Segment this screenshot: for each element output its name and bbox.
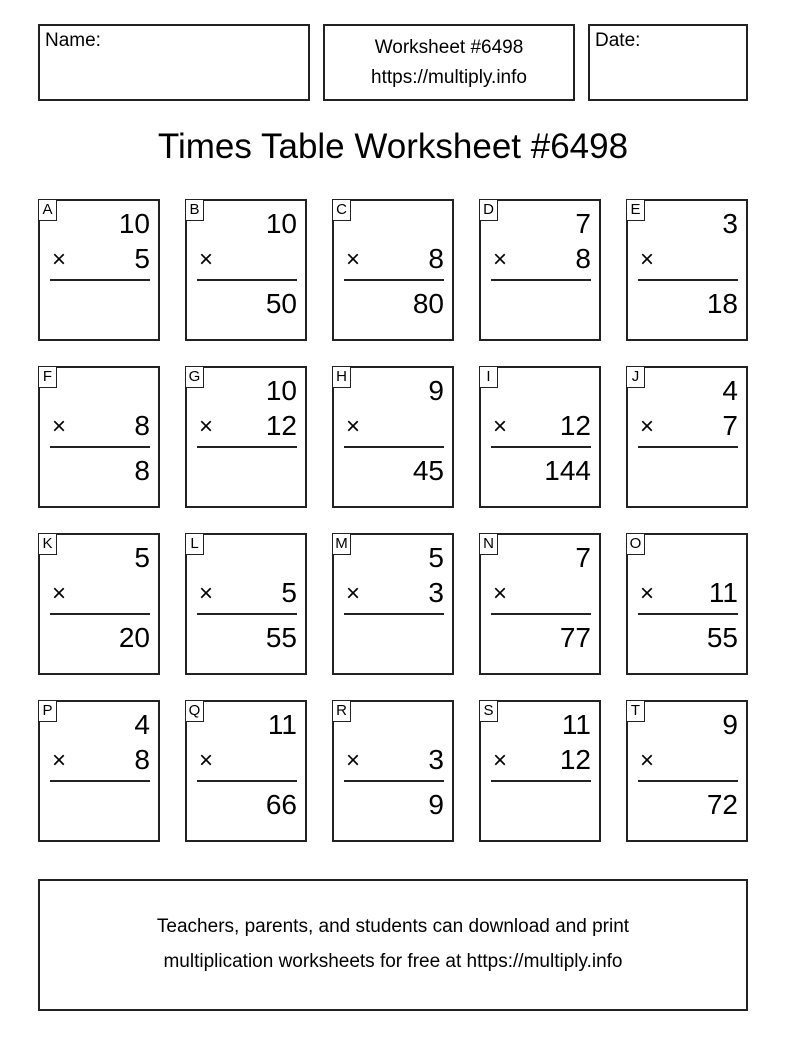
bottom-factor: 12 xyxy=(265,410,297,441)
product-answer: 18 xyxy=(706,288,738,319)
top-factor: 7 xyxy=(575,542,591,573)
problem-box xyxy=(626,366,748,508)
problem-letter: Q xyxy=(185,700,204,722)
bottom-factor: 8 xyxy=(428,243,444,274)
bottom-factor: 11 xyxy=(708,577,738,608)
answer-rule xyxy=(638,279,738,281)
top-factor: 5 xyxy=(428,542,444,573)
problem-letter: H xyxy=(332,366,351,388)
problem-box xyxy=(479,199,601,341)
problem-letter: O xyxy=(626,533,645,555)
top-factor: 9 xyxy=(722,709,738,740)
times-sign: × xyxy=(493,413,508,440)
top-factor: 11 xyxy=(561,709,591,740)
problem-box xyxy=(479,366,601,508)
times-sign: × xyxy=(346,747,361,774)
problem-letter: A xyxy=(38,199,57,221)
problem-letter: I xyxy=(479,366,498,388)
product-answer: 80 xyxy=(412,288,444,319)
answer-rule xyxy=(50,279,150,281)
footer-line-2: multiplication worksheets for free at https://multiply.info xyxy=(163,951,623,972)
problem-box xyxy=(185,366,307,508)
problem-box xyxy=(332,366,454,508)
product-answer: 144 xyxy=(544,455,591,486)
problem-box xyxy=(626,199,748,341)
answer-rule xyxy=(491,446,591,448)
date-label: Date: xyxy=(595,30,641,51)
times-sign: × xyxy=(640,580,655,607)
times-sign: × xyxy=(52,580,67,607)
name-label: Name: xyxy=(45,30,101,51)
answer-rule xyxy=(638,446,738,448)
problem-letter: E xyxy=(626,199,645,221)
problem-box xyxy=(185,700,307,842)
problem-letter: G xyxy=(185,366,204,388)
bottom-factor: 5 xyxy=(134,243,150,274)
times-sign: × xyxy=(493,246,508,273)
problem-box xyxy=(479,533,601,675)
top-factor: 4 xyxy=(722,375,738,406)
bottom-factor: 8 xyxy=(134,410,150,441)
problem-box xyxy=(185,199,307,341)
problem-box xyxy=(185,533,307,675)
times-sign: × xyxy=(640,246,655,273)
problem-letter: T xyxy=(626,700,645,722)
answer-rule xyxy=(50,613,150,615)
bottom-factor: 7 xyxy=(722,410,738,441)
page-title: Times Table Worksheet #6498 xyxy=(157,127,629,166)
times-sign: × xyxy=(346,413,361,440)
top-factor: 10 xyxy=(118,208,150,239)
bottom-factor: 3 xyxy=(428,577,444,608)
footer-line-1: Teachers, parents, and students can download and print xyxy=(156,916,630,937)
answer-rule xyxy=(344,613,444,615)
problem-letter: M xyxy=(332,533,351,555)
problem-box xyxy=(38,366,160,508)
top-factor: 11 xyxy=(267,709,297,740)
bottom-factor: 8 xyxy=(575,243,591,274)
problem-letter: J xyxy=(626,366,645,388)
problem-box xyxy=(38,700,160,842)
top-factor: 4 xyxy=(134,709,150,740)
product-answer: 9 xyxy=(428,789,444,820)
product-answer: 72 xyxy=(706,789,738,820)
times-sign: × xyxy=(199,413,214,440)
bottom-factor: 3 xyxy=(428,744,444,775)
answer-rule xyxy=(50,446,150,448)
top-factor: 5 xyxy=(134,542,150,573)
times-sign: × xyxy=(199,580,214,607)
problem-letter: C xyxy=(332,199,351,221)
bottom-factor: 8 xyxy=(134,744,150,775)
times-sign: × xyxy=(199,747,214,774)
answer-rule xyxy=(197,279,297,281)
problem-box xyxy=(332,700,454,842)
problem-box xyxy=(38,199,160,341)
times-sign: × xyxy=(640,413,655,440)
problem-letter: B xyxy=(185,199,204,221)
answer-rule xyxy=(344,446,444,448)
top-factor: 3 xyxy=(722,208,738,239)
bottom-factor: 5 xyxy=(281,577,297,608)
problem-box xyxy=(479,700,601,842)
times-sign: × xyxy=(346,246,361,273)
problem-letter: L xyxy=(185,533,204,555)
answer-rule xyxy=(491,613,591,615)
worksheet-info-box xyxy=(323,24,575,101)
answer-rule xyxy=(344,279,444,281)
product-answer: 8 xyxy=(134,455,150,486)
problem-box xyxy=(626,700,748,842)
problem-box xyxy=(38,533,160,675)
product-answer: 20 xyxy=(118,622,150,653)
times-sign: × xyxy=(52,246,67,273)
times-sign: × xyxy=(493,747,508,774)
answer-rule xyxy=(638,613,738,615)
answer-rule xyxy=(491,279,591,281)
top-factor: 10 xyxy=(265,375,297,406)
answer-rule xyxy=(50,780,150,782)
top-factor: 9 xyxy=(428,375,444,406)
top-factor: 7 xyxy=(575,208,591,239)
footer-box xyxy=(38,879,748,1011)
problem-letter: P xyxy=(38,700,57,722)
problem-letter: S xyxy=(479,700,498,722)
product-answer: 55 xyxy=(265,622,297,653)
times-sign: × xyxy=(52,747,67,774)
product-answer: 77 xyxy=(559,622,591,653)
times-sign: × xyxy=(493,580,508,607)
product-answer: 45 xyxy=(412,455,444,486)
bottom-factor: 12 xyxy=(559,410,591,441)
answer-rule xyxy=(197,446,297,448)
times-sign: × xyxy=(346,580,361,607)
bottom-factor: 12 xyxy=(559,744,591,775)
answer-rule xyxy=(638,780,738,782)
times-sign: × xyxy=(52,413,67,440)
answer-rule xyxy=(344,780,444,782)
name-field-box xyxy=(38,24,310,101)
problem-box xyxy=(332,533,454,675)
top-factor: 10 xyxy=(265,208,297,239)
problem-letter: N xyxy=(479,533,498,555)
answer-rule xyxy=(197,780,297,782)
problem-letter: K xyxy=(38,533,57,555)
product-answer: 55 xyxy=(706,622,738,653)
problem-letter: R xyxy=(332,700,351,722)
date-field-box xyxy=(588,24,748,101)
worksheet-number: Worksheet #6498 xyxy=(374,37,524,58)
answer-rule xyxy=(491,780,591,782)
product-answer: 50 xyxy=(265,288,297,319)
problem-box xyxy=(332,199,454,341)
problem-box xyxy=(626,533,748,675)
product-answer: 66 xyxy=(265,789,297,820)
times-sign: × xyxy=(199,246,214,273)
times-sign: × xyxy=(640,747,655,774)
problem-letter: D xyxy=(479,199,498,221)
answer-rule xyxy=(197,613,297,615)
website-url: https://multiply.info xyxy=(371,67,527,88)
problem-letter: F xyxy=(38,366,57,388)
